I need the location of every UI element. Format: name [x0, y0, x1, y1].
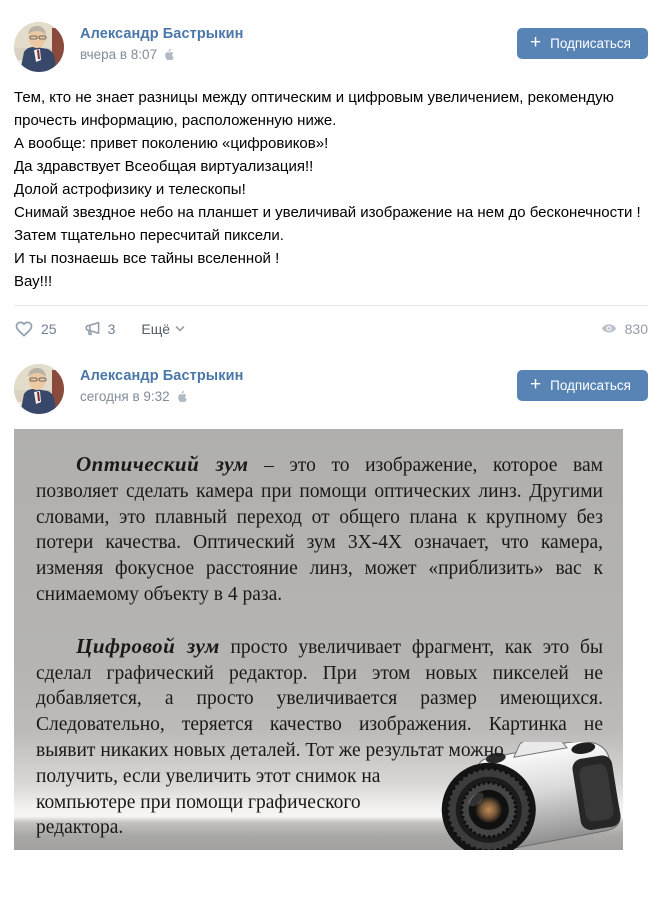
eye-icon	[600, 321, 618, 336]
avatar-photo	[14, 364, 64, 414]
post-text-line: Тем, кто не знает разницы между оптическим и цифровым увеличением, рекомендую прочесть информацию, расположенную ниже.	[14, 89, 614, 129]
more-label: Ещё	[141, 320, 171, 337]
post-2-time-text: сегодня в 9:32	[80, 389, 170, 404]
chevron-down-icon	[175, 325, 185, 332]
optical-zoom-paragraph	[36, 452, 603, 608]
post-text-line: Долой астрофизику и телескопы!	[14, 181, 246, 198]
digital-zoom-paragraph-tail: получить, если увеличить этот снимок на компьютере при помощи графического редактора.	[36, 765, 381, 839]
avatar-photo	[14, 22, 64, 72]
plus-icon: +	[530, 374, 542, 395]
post-1-subscribe-button[interactable]	[517, 28, 648, 59]
post-2	[0, 364, 661, 850]
post-text-line: А вообще: привет поколению «цифровиков»!	[14, 135, 329, 152]
megaphone-icon	[83, 320, 101, 337]
image-text-content	[14, 429, 623, 841]
post-1-text	[14, 86, 648, 293]
post-2-timestamp[interactable]	[80, 389, 244, 405]
post-1-author-block	[80, 22, 244, 63]
subscribe-label: Подписаться	[550, 378, 631, 393]
post-text-line: Вау!!!	[14, 273, 53, 290]
post-2-author-block	[80, 364, 244, 405]
post-1	[0, 0, 661, 351]
optical-zoom-heading: Оптический зум	[76, 452, 249, 476]
more-menu-button[interactable]	[141, 321, 185, 337]
post-text-line: И ты познаешь все тайны вселенной !	[14, 250, 280, 267]
post-1-timestamp[interactable]	[80, 47, 244, 63]
digital-zoom-body: просто увеличивает фрагмент, как это бы сделал графический редактор. При этом новых пикселей не добавляется, а просто увеличивается размер имеющихся. Следовательно, теряется качество изображения. Картинка не выявит никаких новых деталей. Тот же результат можно	[36, 636, 603, 761]
post-1-author-avatar[interactable]	[14, 22, 64, 72]
share-button[interactable]	[83, 320, 116, 337]
post-2-header	[14, 364, 648, 414]
digital-zoom-paragraph	[36, 634, 603, 764]
share-count: 3	[107, 320, 116, 337]
post-text-line: Да здравствует Всеобщая виртуализация!!	[14, 158, 314, 175]
post-2-author-avatar[interactable]	[14, 364, 64, 414]
post-2-attached-image[interactable]	[14, 429, 623, 850]
like-count: 25	[41, 320, 57, 337]
post-1-time-text: вчера в 8:07	[80, 47, 158, 62]
like-button[interactable]	[14, 319, 57, 339]
post-text-line: Снимай звездное небо на планшет и увеличивай изображение на нем до бесконечности !	[14, 204, 641, 221]
plus-icon: +	[530, 32, 542, 53]
post-1-author-name[interactable]: Александр Бастрыкин	[80, 26, 244, 42]
optical-zoom-body: – это то изображение, которое вам позволяет сделать камера при помощи оптических линз. Другими словами, это плавный переход от общего плана к крупному без потери качества. Оптический зум 3Х-4Х означает, что камера, изменяя фокусное расстояние линз, может «приблизить» вас к снимаемому объекту в 4 раза.	[36, 455, 603, 605]
views-count: 830	[624, 320, 648, 337]
views-counter	[600, 321, 648, 337]
post-1-action-bar	[14, 306, 648, 351]
post-2-subscribe-button[interactable]	[517, 370, 648, 401]
post-1-header	[14, 0, 648, 72]
apple-device-icon	[175, 390, 187, 403]
digital-zoom-heading: Цифровой зум	[76, 633, 220, 658]
post-2-author-name[interactable]: Александр Бастрыкин	[80, 368, 244, 384]
post-text-line: Затем тщательно пересчитай пиксели.	[14, 227, 284, 244]
heart-icon	[14, 319, 34, 339]
apple-device-icon	[162, 48, 174, 61]
subscribe-label: Подписаться	[550, 36, 631, 51]
